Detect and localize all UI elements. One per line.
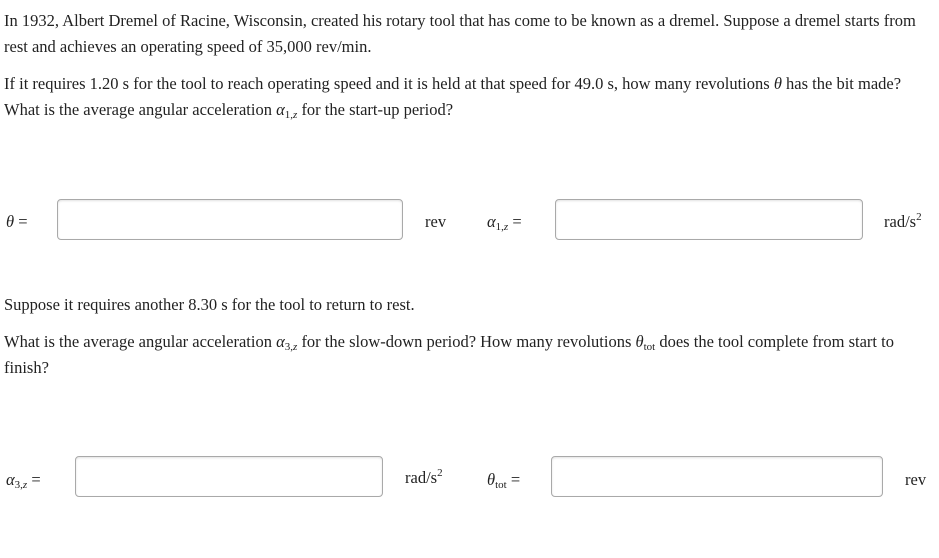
theta-symbol: θ xyxy=(773,74,782,93)
theta-tot-input[interactable] xyxy=(551,456,883,497)
alpha-3z-label: $\alpha_{3,z}$ = xyxy=(6,470,41,491)
question-2-text-a: What is the average angular acceleration xyxy=(4,332,277,351)
theta-input[interactable] xyxy=(57,199,403,240)
problem-question-2 xyxy=(4,329,934,381)
problem-slowdown-intro: Suppose it requires another 8.30 s for the tool to return to rest. xyxy=(4,295,415,314)
alpha-3z-input[interactable] xyxy=(75,456,383,497)
problem-question-1 xyxy=(4,71,934,123)
alpha-symbol: α xyxy=(276,100,285,119)
alpha-1z-input[interactable] xyxy=(555,199,863,240)
question-2-text-b: for the slow-down period? How many revolutions xyxy=(297,332,636,351)
question-1-text-a: If it requires 1.20 s for the tool to reach operating speed and it is held at that speed for 49.0 s, how many revolutions xyxy=(4,74,774,93)
alpha-3z-unit: rad/$s^2$ xyxy=(405,467,443,487)
theta-unit: rev xyxy=(425,212,447,231)
theta-label: θ = xyxy=(6,212,28,231)
theta-tot-subscript: tot xyxy=(643,341,656,353)
theta-symbol: θ xyxy=(635,332,644,351)
theta-tot-unit: rev xyxy=(905,470,927,489)
alpha-symbol: α xyxy=(276,332,285,351)
alpha-1z-subscript: 1,z xyxy=(284,109,298,121)
question-1-text-b: has the bit made? What is the average angular acceleration xyxy=(4,74,902,119)
alpha-1z-label: $\alpha_{1,z}$ = xyxy=(487,212,522,233)
alpha-3z-subscript: 3,z xyxy=(284,341,298,353)
problem-intro: In 1932, Albert Dremel of Racine, Wisconsin, created his rotary tool that has come to be known as a dremel. Suppose a dremel starts from rest and achieves an operating speed of 35,000 rev/min. xyxy=(4,11,916,56)
theta-tot-label: $\theta_{tot}$ = xyxy=(487,470,521,491)
alpha-1z-unit: rad/$s^2$ xyxy=(884,211,922,231)
question-2-text-c: does the tool complete from start to finish? xyxy=(4,332,894,377)
question-1-text-c: for the start-up period? xyxy=(297,100,454,119)
